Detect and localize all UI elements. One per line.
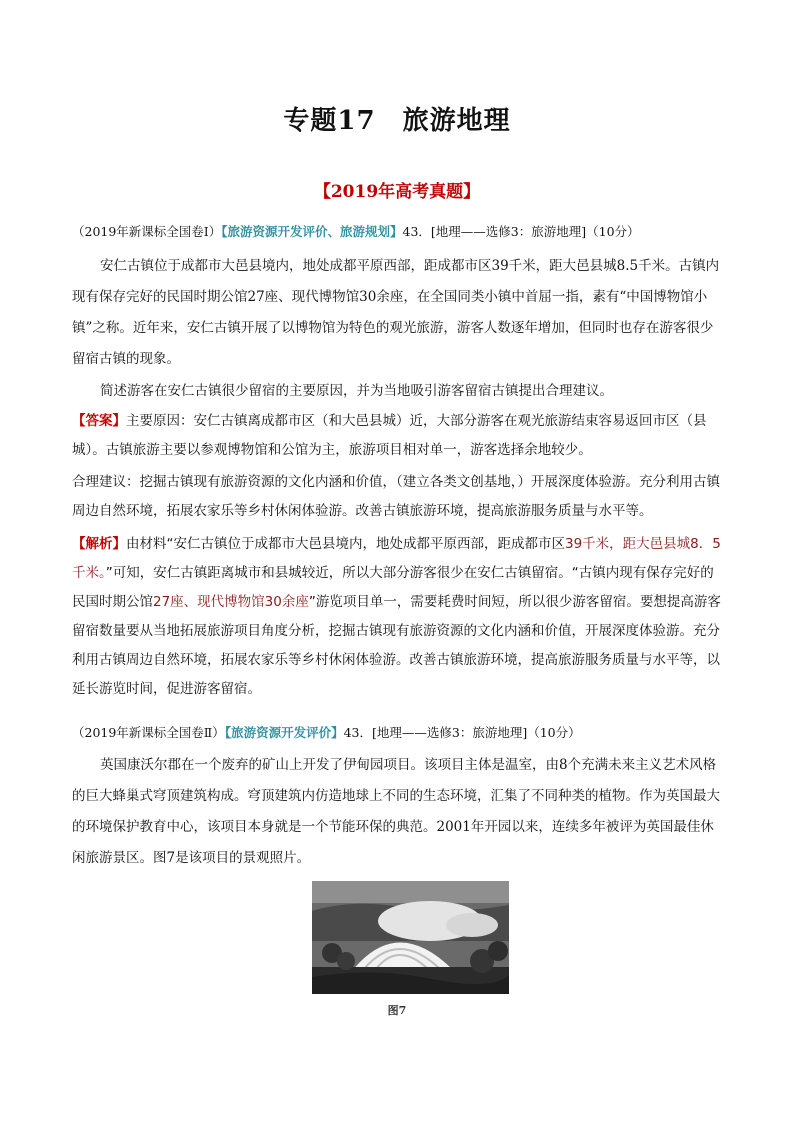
q2-question-head: 43．[地理——选修3：旅游地理]（10分） [343,725,581,740]
q2-source-line [72,723,726,741]
q2-source: （2019年新课标全国卷Ⅱ） [72,725,225,740]
q1-tag: 【旅游资源开发评价、旅游规划】 [221,224,403,239]
analysis-text-b: 39千米，距大邑县城8．5千米。 [72,536,721,581]
q1-suggestion: 合理建议：挖掘古镇现有旅游资源的文化内涵和价值，（建立各类文创基地，）开展深度体验游。充分利用古镇周边自然环境，拓展农家乐等乡村休闲体验游。改善古镇旅游环境，提高旅游服务质量与水平等。 [72,474,720,519]
figure-7-photo [312,881,509,994]
q1-question-head: 43．[地理——选修3：旅游地理]（10分） [402,224,640,239]
page-title: 专题17 旅游地理 [283,106,511,136]
answer-label: 【答案】 [72,413,126,429]
q1-question: 简述游客在安仁古镇很少留宿的主要原因，并为当地吸引游客留宿古镇提出合理建议。 [100,383,613,399]
figure-7-caption: 图7 [387,1004,407,1017]
q1-analysis [72,530,726,704]
analysis-text-c: ”可知，安仁古镇距离城市和县城较近，所以大部分游客很少在安仁古镇留宿。“古镇内现有保存完好的民国时期公馆 [72,565,714,610]
q1-answer [72,407,726,465]
q1-source-line [72,222,726,240]
eden-project-photo-icon [312,881,509,994]
answer-text: 主要原因：安仁古镇离成都市区（和大邑县城）近，大部分游客在观光旅游结束容易返回市区（县城）。古镇旅游主要以参观博物馆和公馆为主，旅游项目相对单一，游客选择余地较少。 [72,413,707,458]
q2-tag: 【旅游资源开发评价】 [224,725,344,740]
section-heading: 【2019年高考真题】 [313,182,481,202]
analysis-label: 【解析】 [72,536,126,552]
analysis-text-d: 27座、现代博物馆30余座 [153,594,309,610]
analysis-text-a: 由材料“安仁古镇位于成都市大邑县境内，地处成都平原西部，距成都市区 [126,536,565,552]
analysis-text-e: ”游览项目单一，需要耗费时间短，所以很少游客留宿。要想提高游客留宿数量要从当地拓展旅游项目角度分析，挖掘古镇现有旅游资源的文化内涵和价值，开展深度体验游。充分利用古镇周边自然环境，拓展农家乐等乡村休闲体验游。改善古镇旅游环境，提高旅游服务质量与水平等，以延长游览时间，促进游客留宿。 [72,594,721,697]
q1-material: 安仁古镇位于成都市大邑县境内，地处成都平原西部，距成都市区39千米，距大邑县城8.5千米。古镇内现有保存完好的民国时期公馆27座、现代博物馆30余座，在全国同类小镇中首屈一指，素有“中国博物馆小镇”之称。近年来，安仁古镇开展了以博物馆为特色的观光旅游，游客人数逐年增加，但同时也存在游客很少留宿古镇的现象。 [72,258,720,367]
q2-material: 英国康沃尔郡在一个废弃的矿山上开发了伊甸园项目。该项目主体是温室，由8个充满未来主义艺术风格的巨大蜂巢式穹顶建筑构成。穹顶建筑内仿造地球上不同的生态环境，汇集了不同种类的植物。作为英国最大的环境保护教育中心，该项目本身就是一个节能环保的典范。2001年开园以来，连续多年被评为英国最佳休闲旅游景区。图7是该项目的景观照片。 [72,757,720,866]
q1-source: （2019年新课标全国卷Ⅰ） [72,224,222,239]
